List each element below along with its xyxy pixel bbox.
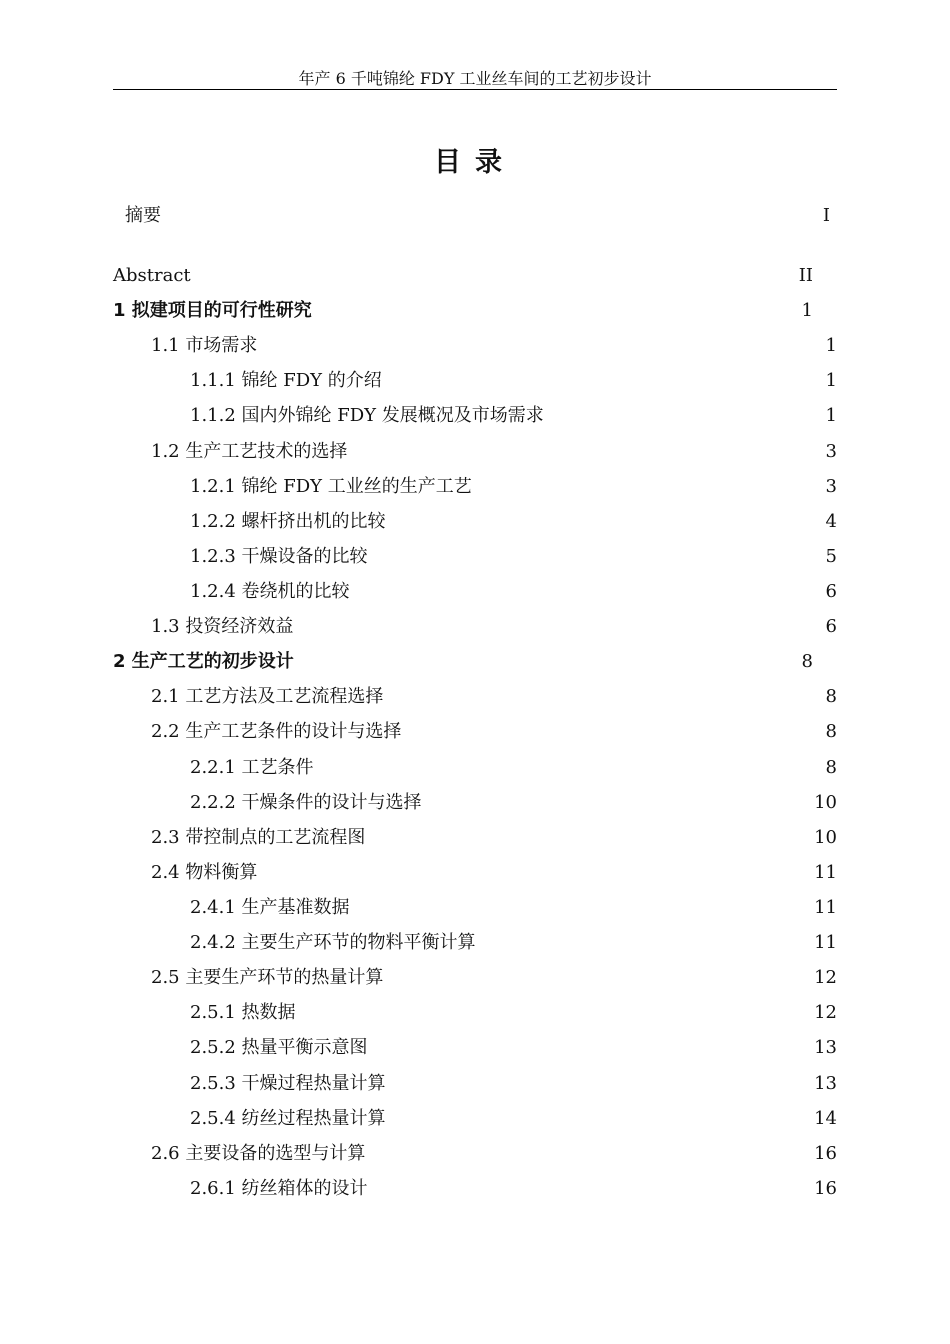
toc-label: 1.1.2 国内外锦纶 FDY 发展概况及市场需求 xyxy=(190,405,544,426)
toc-page-number: I xyxy=(822,205,830,226)
toc-label: 2.5 主要生产环节的热量计算 xyxy=(151,967,384,988)
toc-page-number: 8 xyxy=(825,757,837,778)
toc-entry-1-1-2[interactable] xyxy=(190,402,837,430)
toc-label: 2.5.2 热量平衡示意图 xyxy=(190,1037,368,1058)
toc-page-number: 6 xyxy=(825,616,837,637)
toc-entry-2-5-4[interactable] xyxy=(190,1105,837,1133)
toc-entry-2-1[interactable] xyxy=(151,683,837,711)
toc-label: 1.1.1 锦纶 FDY 的介绍 xyxy=(190,370,382,391)
toc-label: 2.2.2 干燥条件的设计与选择 xyxy=(190,792,422,813)
toc-label: 1 拟建项目的可行性研究 xyxy=(113,300,312,321)
toc-label: 2.6 主要设备的选型与计算 xyxy=(151,1143,366,1164)
toc-label: 摘要 xyxy=(125,205,161,226)
toc-label: 2.5.4 纺丝过程热量计算 xyxy=(190,1108,386,1129)
toc-page-number: 16 xyxy=(814,1178,837,1199)
toc-entry-chapter-2[interactable] xyxy=(113,648,813,676)
toc-label: 2.1 工艺方法及工艺流程选择 xyxy=(151,686,384,707)
toc-label: 2.5.3 干燥过程热量计算 xyxy=(190,1073,386,1094)
toc-label: 2.5.1 热数据 xyxy=(190,1002,296,1023)
toc-entry-1-1[interactable] xyxy=(151,332,837,360)
toc-page-number: 1 xyxy=(801,300,813,321)
toc-entry-chapter-1[interactable] xyxy=(113,297,813,325)
toc-label: 2.4.2 主要生产环节的物料平衡计算 xyxy=(190,932,476,953)
toc-page-number: 4 xyxy=(825,511,837,532)
toc-page-number: 12 xyxy=(814,967,837,988)
toc-page-number: 6 xyxy=(825,581,837,602)
toc-label: 1.1 市场需求 xyxy=(151,335,258,356)
toc-page-number: 11 xyxy=(814,862,837,883)
toc-page-number: 13 xyxy=(814,1037,837,1058)
toc-entry-abstract-cn[interactable] xyxy=(125,202,830,230)
toc-entry-2-2-1[interactable] xyxy=(190,754,837,782)
toc-title: 目录 xyxy=(434,147,516,178)
toc-label: 2.6.1 纺丝箱体的设计 xyxy=(190,1178,368,1199)
toc-label: 2.2 生产工艺条件的设计与选择 xyxy=(151,721,402,742)
toc-page-number: 10 xyxy=(814,792,837,813)
toc-page-number: 1 xyxy=(825,370,837,391)
toc-label: 1.2.2 螺杆挤出机的比较 xyxy=(190,511,386,532)
toc-page-number: 14 xyxy=(814,1108,837,1129)
toc-entry-2-6-1[interactable] xyxy=(190,1175,837,1203)
toc-entry-1-2[interactable] xyxy=(151,438,837,466)
toc-entry-1-2-1[interactable] xyxy=(190,473,837,501)
toc-label: 1.2 生产工艺技术的选择 xyxy=(151,441,348,462)
toc-entry-2-5-3[interactable] xyxy=(190,1070,837,1098)
toc-entry-abstract-en[interactable] xyxy=(113,262,813,290)
toc-label: Abstract xyxy=(113,265,191,286)
toc-page-number: 11 xyxy=(814,897,837,918)
toc-label: 2.4.1 生产基准数据 xyxy=(190,897,350,918)
toc-page-number: 10 xyxy=(814,827,837,848)
toc-label: 2.2.1 工艺条件 xyxy=(190,757,314,778)
toc-page-number: 1 xyxy=(825,405,837,426)
toc-entry-2-3[interactable] xyxy=(151,824,837,852)
toc-entry-1-3[interactable] xyxy=(151,613,837,641)
toc-page-number: 11 xyxy=(814,932,837,953)
toc-page-number: 8 xyxy=(825,686,837,707)
toc-entry-2-5-1[interactable] xyxy=(190,999,837,1027)
toc-label: 1.2.4 卷绕机的比较 xyxy=(190,581,350,602)
toc-label: 1.3 投资经济效益 xyxy=(151,616,294,637)
toc-entry-2-5[interactable] xyxy=(151,964,837,992)
toc-page-number: 12 xyxy=(814,1002,837,1023)
toc-page-number: 16 xyxy=(814,1143,837,1164)
toc-entry-1-2-3[interactable] xyxy=(190,543,837,571)
toc-entry-1-2-2[interactable] xyxy=(190,508,837,536)
toc-entry-2-2[interactable] xyxy=(151,718,837,746)
toc-entry-2-2-2[interactable] xyxy=(190,789,837,817)
toc-page-number: 3 xyxy=(825,441,837,462)
toc-page-number: 5 xyxy=(825,546,837,567)
toc-entry-2-6[interactable] xyxy=(151,1140,837,1168)
toc-entry-1-1-1[interactable] xyxy=(190,367,837,395)
toc-page-number: 1 xyxy=(825,335,837,356)
toc-entry-1-2-4[interactable] xyxy=(190,578,837,606)
toc-page-number: 8 xyxy=(825,721,837,742)
toc-entry-2-5-2[interactable] xyxy=(190,1034,837,1062)
toc-label: 1.2.1 锦纶 FDY 工业丝的生产工艺 xyxy=(190,476,472,497)
toc-label: 2.4 物料衡算 xyxy=(151,862,258,883)
toc-entry-2-4-2[interactable] xyxy=(190,929,837,957)
toc-entry-2-4-1[interactable] xyxy=(190,894,837,922)
toc-page-number: 3 xyxy=(825,476,837,497)
running-header: 年产 6 千吨锦纶 FDY 工业丝车间的工艺初步设计 xyxy=(113,66,837,90)
toc-label: 1.2.3 干燥设备的比较 xyxy=(190,546,368,567)
toc-label: 2.3 带控制点的工艺流程图 xyxy=(151,827,366,848)
toc-entry-2-4[interactable] xyxy=(151,859,837,887)
toc-page-number: II xyxy=(798,265,813,286)
toc-page-number: 13 xyxy=(814,1073,837,1094)
toc-page-number: 8 xyxy=(801,651,813,672)
toc-label: 2 生产工艺的初步设计 xyxy=(113,651,294,672)
